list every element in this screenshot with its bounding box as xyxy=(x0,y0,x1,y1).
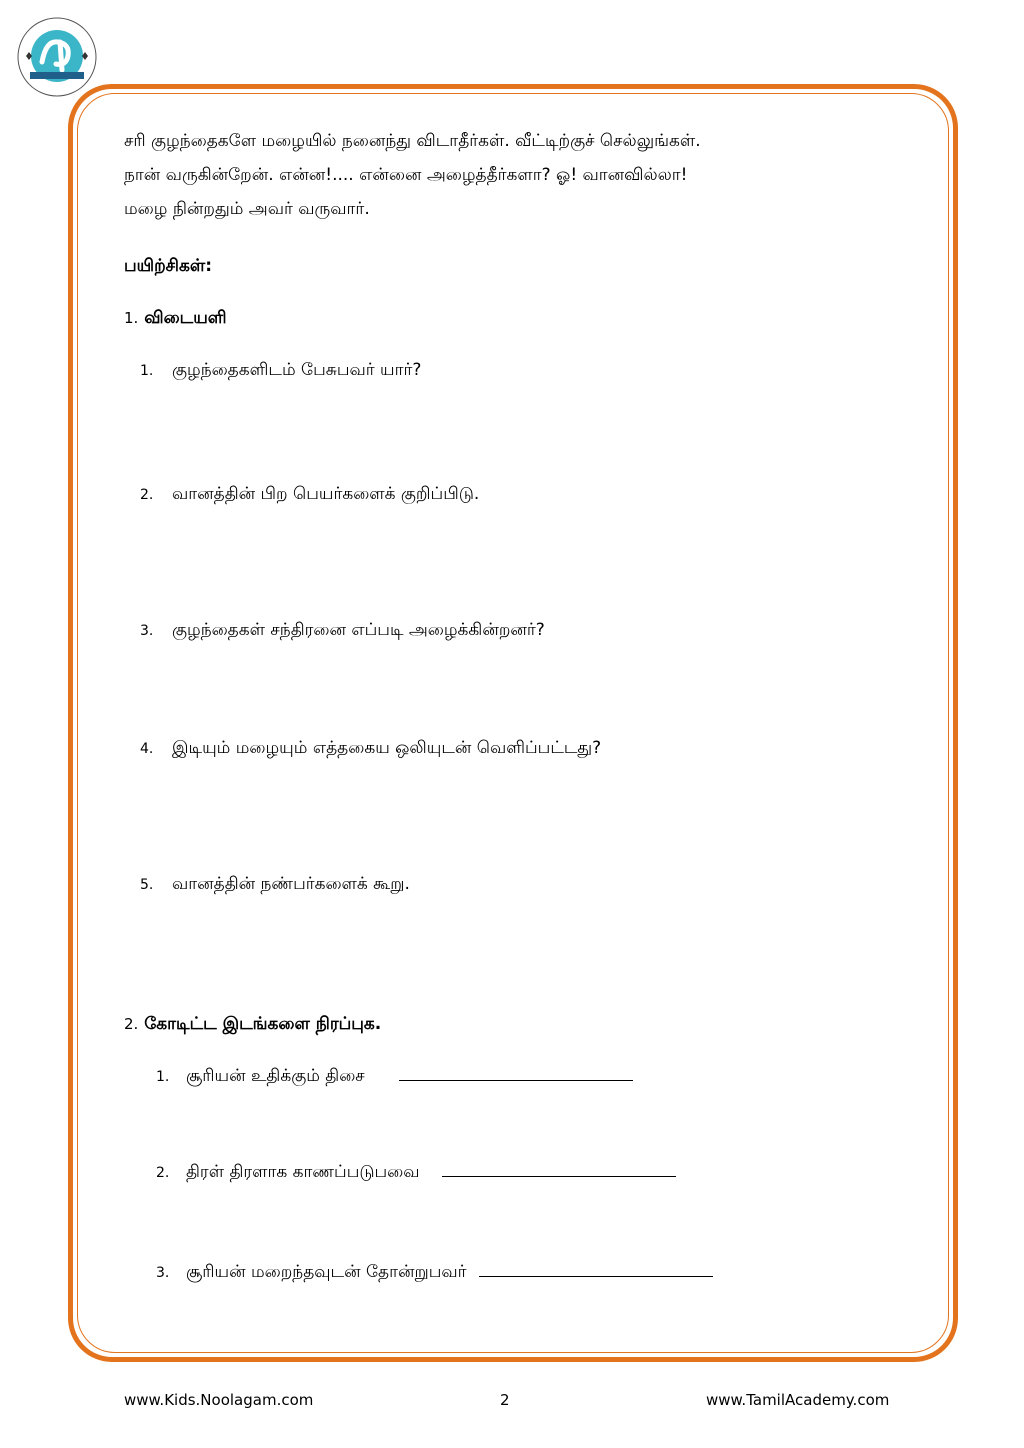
fill-item-3 xyxy=(156,1262,713,1284)
item-text: திரள் திரளாக காணப்படுபவை xyxy=(186,1162,420,1182)
item-number: 1. xyxy=(156,1069,170,1085)
question-4 xyxy=(140,738,601,760)
item-number: 3. xyxy=(156,1265,170,1281)
item-text: சூரியன் மறைந்தவுடன் தோன்றுபவர் xyxy=(186,1262,467,1282)
question-text: குழந்தைகளிடம் பேசுபவர் யார்? xyxy=(172,360,422,380)
question-number: 2. xyxy=(140,487,154,503)
footer-left-link[interactable]: www.Kids.Noolagam.com xyxy=(124,1391,314,1409)
item-number: 2. xyxy=(156,1165,170,1181)
question-text: இடியும் மழையும் எத்தகைய ஒலியுடன் வெளிப்பட்டது? xyxy=(172,738,602,758)
section2-number: 2. xyxy=(124,1015,139,1033)
fill-item-1 xyxy=(156,1066,633,1088)
question-number: 5. xyxy=(140,877,154,893)
question-text: வானத்தின் பிற பெயர்களைக் குறிப்பிடு. xyxy=(172,484,480,504)
footer-right-link[interactable]: www.TamilAcademy.com xyxy=(706,1391,890,1409)
answer-blank[interactable] xyxy=(479,1275,713,1277)
paragraph-line: சரி குழந்தைகளே மழையில் நனைந்து விடாதீர்கள். வீட்டிற்குச் செல்லுங்கள். xyxy=(124,131,701,151)
question-number: 3. xyxy=(140,623,154,639)
question-5 xyxy=(140,874,410,896)
section2-title: கோடிட்ட இடங்களை நிரப்புக. xyxy=(144,1014,382,1034)
question-3 xyxy=(140,620,545,642)
fill-item-2 xyxy=(156,1162,676,1184)
noolagam-logo xyxy=(16,16,98,98)
question-1 xyxy=(140,360,421,382)
section1-heading xyxy=(124,308,227,330)
question-text: குழந்தைகள் சந்திரனை எப்படி அழைக்கின்றனர்? xyxy=(172,620,545,640)
question-number: 4. xyxy=(140,741,154,757)
answer-blank[interactable] xyxy=(399,1079,633,1081)
paragraph-line: மழை நின்றதும் அவர் வருவார். xyxy=(124,199,370,219)
story-paragraph xyxy=(124,124,914,226)
paragraph-line: நான் வருகின்றேன். என்ன!.... என்னை அழைத்தீர்களா? ஓ! வானவில்லா! xyxy=(124,165,688,185)
section2-heading xyxy=(124,1014,381,1036)
question-number: 1. xyxy=(140,363,154,379)
question-text: வானத்தின் நண்பர்களைக் கூறு. xyxy=(172,874,410,894)
exercises-heading: பயிற்சிகள்: xyxy=(124,256,212,276)
item-text: சூரியன் உதிக்கும் திசை xyxy=(186,1066,365,1086)
page-number: 2 xyxy=(500,1391,510,1409)
question-2 xyxy=(140,484,479,506)
answer-blank[interactable] xyxy=(442,1175,676,1177)
section1-number: 1. xyxy=(124,309,139,327)
section1-title: விடையளி xyxy=(144,308,227,328)
